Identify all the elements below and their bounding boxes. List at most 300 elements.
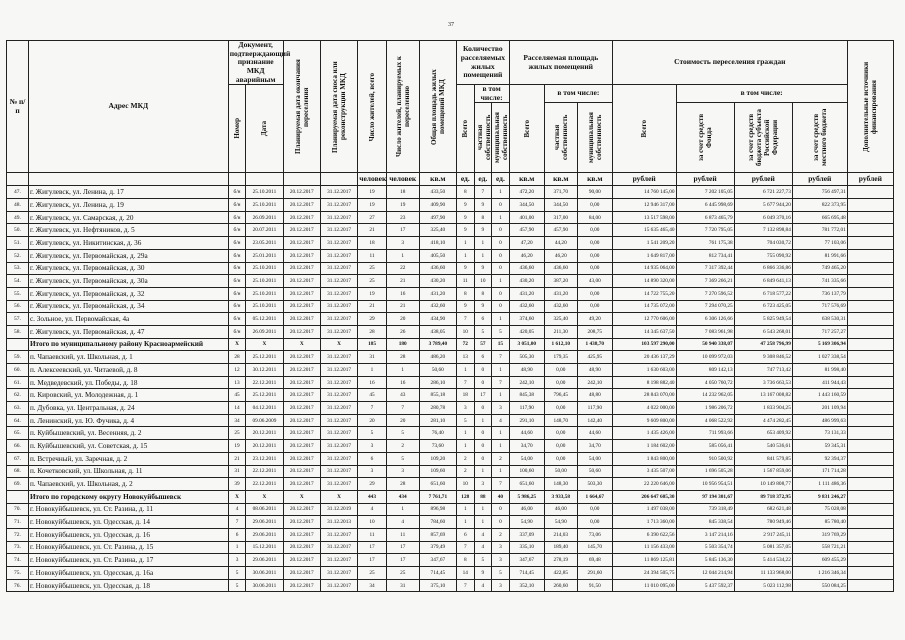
- row-doc-date: 25.10.2011: [246, 199, 283, 212]
- row-cost-fund: 12 044 214,94: [676, 567, 734, 580]
- row-resettle-end: 20.12.2017: [283, 211, 320, 224]
- row-residents-planned: 19: [386, 199, 419, 212]
- row-demolish-date: 31.12.2017: [320, 186, 357, 199]
- row-cost-total: 22 220 646,00: [612, 478, 676, 491]
- header-total-area: Общая площадь жилых помещений МКД: [429, 68, 446, 145]
- row-total-area: 418,10: [419, 237, 456, 250]
- row-doc-number: б/н: [228, 287, 246, 300]
- row-area-municipal: 73,06: [577, 528, 612, 541]
- row-cost-fund: 845 338,54: [676, 516, 734, 529]
- row-cost-local: 171 714,28: [792, 465, 847, 478]
- row-area-private: 260,60: [544, 579, 577, 592]
- row-count-private: 1: [474, 249, 492, 262]
- row-count-total: 9: [457, 211, 475, 224]
- header-doc-date: Дата: [260, 121, 269, 137]
- row-residents-planned: 25: [386, 567, 419, 580]
- row-count-municipal: 3: [492, 579, 510, 592]
- row-residents-total: 1: [358, 364, 387, 377]
- row-residents-total: 21: [358, 300, 387, 313]
- row-area-private: 371,70: [544, 186, 577, 199]
- row-residents-planned: 31: [386, 579, 419, 592]
- row-cost-local: 1 443 160,59: [792, 389, 847, 402]
- row-cost-total: 103 597 290,00: [612, 338, 676, 351]
- row-count-private: 88: [474, 490, 492, 503]
- table-row: [7, 376, 894, 389]
- row-cost-fund: 739 318,49: [676, 503, 734, 516]
- row-count-private: 6: [474, 351, 492, 364]
- row-doc-date: 26.09.2011: [246, 325, 283, 338]
- table-row: [7, 567, 894, 580]
- row-cost-region: 704 030,72: [734, 237, 792, 250]
- row-cost-total: 14 890 320,00: [612, 275, 676, 288]
- row-cost-region: 682 621,48: [734, 503, 792, 516]
- row-cost-local: 1 216 346,34: [792, 567, 847, 580]
- row-cost-fund: 97 194 301,67: [676, 490, 734, 503]
- row-resettle-end: 20.12.2017: [283, 275, 320, 288]
- row-count-private: 8: [474, 211, 492, 224]
- row-cost-fund: 7 202 105,05: [676, 186, 734, 199]
- row-extra: [847, 287, 893, 300]
- row-number: [7, 490, 29, 503]
- row-extra: [847, 199, 893, 212]
- row-extra: [847, 490, 893, 503]
- unit-unit: ед.: [457, 173, 475, 186]
- row-extra: [847, 237, 893, 250]
- row-area-private: 46,00: [544, 503, 577, 516]
- row-doc-date: 20.12.2011: [246, 427, 283, 440]
- row-area-municipal: 291,60: [577, 567, 612, 580]
- row-cost-region: 10 149 808,77: [734, 478, 792, 491]
- row-extra: [847, 364, 893, 377]
- row-demolish-date: 31.12.2017: [320, 351, 357, 364]
- row-doc-date: 22.12.2011: [246, 478, 283, 491]
- row-cost-fund: 910 500,92: [676, 452, 734, 465]
- header-residents-total: Число жителей, всего: [367, 72, 376, 141]
- row-area-total: 374,60: [509, 313, 544, 326]
- row-cost-local: 609 455,29: [792, 554, 847, 567]
- row-count-private: 6: [474, 313, 492, 326]
- row-area-municipal: 0,00: [577, 262, 612, 275]
- row-area-total: 401,00: [509, 211, 544, 224]
- row-cost-total: 12 946 317,00: [612, 199, 676, 212]
- row-number: 64.: [7, 414, 29, 427]
- row-cost-local: 717 576,69: [792, 300, 847, 313]
- row-count-private: 5: [474, 554, 492, 567]
- row-doc-date: 29.06.2011: [246, 554, 283, 567]
- row-demolish-date: 31.12.2017: [320, 414, 357, 427]
- row-residents-planned: 1: [386, 364, 419, 377]
- header-area-total: Всего: [522, 120, 531, 138]
- row-extra: [847, 224, 893, 237]
- row-area-private: 54,90: [544, 516, 577, 529]
- row-cost-fund: 5 503 354,74: [676, 541, 734, 554]
- row-address: г. Жигулевск, ул. Нефтяников, д. 5: [28, 224, 228, 237]
- row-demolish-date: 31.12.2017: [320, 452, 357, 465]
- table-row: [7, 275, 894, 288]
- header-area-group: Расселяемая площадь жилых помещений: [509, 41, 612, 85]
- row-demolish-date: 31.12.2019: [320, 503, 357, 516]
- row-extra: [847, 414, 893, 427]
- header-count-private: частная собственность: [475, 115, 492, 161]
- row-area-private: 50,00: [544, 465, 577, 478]
- row-extra: [847, 541, 893, 554]
- header-planned-resettle-end: Планируемая дата окончания переселения: [293, 59, 310, 155]
- row-count-municipal: 3: [492, 541, 510, 554]
- row-total-area: 431,20: [419, 287, 456, 300]
- row-total-area: 7 761,71: [419, 490, 456, 503]
- row-residents-total: 29: [358, 313, 387, 326]
- row-cost-region: 6 849 641,13: [734, 275, 792, 288]
- row-area-total: 457,90: [509, 224, 544, 237]
- row-doc-date: X: [246, 338, 283, 351]
- row-resettle-end: 20.12.2017: [283, 541, 320, 554]
- row-cost-fund: 809 142,13: [676, 364, 734, 377]
- header-cost-local: за счет средств местного бюджета: [811, 109, 828, 167]
- row-cost-region: 5 081 357,05: [734, 541, 792, 554]
- row-demolish-date: 31.12.2017: [320, 325, 357, 338]
- row-demolish-date: 31.12.2017: [320, 389, 357, 402]
- row-count-municipal: 0: [492, 516, 510, 529]
- row-doc-number: б/н: [228, 237, 246, 250]
- row-doc-number: б/н: [228, 262, 246, 275]
- row-doc-number: 25: [228, 427, 246, 440]
- row-area-total: 420,05: [509, 325, 544, 338]
- row-total-area: 497,90: [419, 211, 456, 224]
- row-cost-fund: 10 956 954,51: [676, 478, 734, 491]
- row-cost-total: 1 843 800,00: [612, 452, 676, 465]
- row-count-total: 9: [457, 262, 475, 275]
- row-count-municipal: 1: [492, 427, 510, 440]
- row-doc-number: 19: [228, 440, 246, 453]
- row-doc-date: 30.06.2011: [246, 579, 283, 592]
- row-count-municipal: 1: [492, 440, 510, 453]
- row-cost-region: 540 536,61: [734, 440, 792, 453]
- row-cost-local: 717 257,27: [792, 325, 847, 338]
- row-area-private: 148,30: [544, 478, 577, 491]
- row-count-municipal: 2: [492, 528, 510, 541]
- row-cost-fund: 812 734,41: [676, 249, 734, 262]
- row-resettle-end: 20.12.2017: [283, 364, 320, 377]
- row-total-area: 857,69: [419, 528, 456, 541]
- row-count-private: 1: [474, 237, 492, 250]
- header-area-incl: в том числе:: [544, 85, 612, 103]
- row-resettle-end: 20.12.2017: [283, 199, 320, 212]
- row-demolish-date: 31.12.2017: [320, 199, 357, 212]
- row-count-municipal: 5: [492, 567, 510, 580]
- row-extra: [847, 440, 893, 453]
- table-row: [7, 579, 894, 592]
- row-demolish-date: 31.12.2017: [320, 554, 357, 567]
- row-extra: [847, 211, 893, 224]
- row-number: 49.: [7, 211, 29, 224]
- row-count-municipal: 2: [492, 452, 510, 465]
- row-area-total: 46,00: [509, 503, 544, 516]
- row-cost-region: 841 579,85: [734, 452, 792, 465]
- row-cost-total: 12 770 606,00: [612, 313, 676, 326]
- table-row: [7, 503, 894, 516]
- row-total-area: 76,40: [419, 427, 456, 440]
- row-doc-number: 31: [228, 465, 246, 478]
- subtotal-row: [7, 338, 894, 351]
- row-resettle-end: 20.12.2017: [283, 325, 320, 338]
- row-doc-number: 6: [228, 528, 246, 541]
- row-area-total: 291,10: [509, 414, 544, 427]
- row-count-municipal: 0: [492, 287, 510, 300]
- row-number: 60.: [7, 364, 29, 377]
- row-residents-total: 45: [358, 389, 387, 402]
- row-count-total: 8: [457, 554, 475, 567]
- row-cost-fund: 7 317 392,44: [676, 262, 734, 275]
- row-area-total: 845,38: [509, 389, 544, 402]
- row-cost-total: 1 630 603,00: [612, 364, 676, 377]
- row-demolish-date: 31.12.2017: [320, 376, 357, 389]
- row-doc-date: 05.12.2011: [246, 313, 283, 326]
- header-cost-fund: за счет средств Фонда: [697, 114, 714, 162]
- row-area-municipal: 0,00: [577, 516, 612, 529]
- row-total-area: 486,20: [419, 351, 456, 364]
- row-total-area: 433,50: [419, 186, 456, 199]
- row-total-area: 347,67: [419, 554, 456, 567]
- row-area-private: 0,00: [544, 452, 577, 465]
- row-demolish-date: 31.12.2017: [320, 262, 357, 275]
- row-cost-region: 3 736 663,53: [734, 376, 792, 389]
- row-cost-fund: 5 845 136,30: [676, 554, 734, 567]
- row-demolish-date: 31.12.2017: [320, 237, 357, 250]
- row-count-private: 9: [474, 262, 492, 275]
- row-residents-total: 29: [358, 478, 387, 491]
- row-cost-fund: 7 294 070,25: [676, 300, 734, 313]
- row-area-total: 344,50: [509, 199, 544, 212]
- row-resettle-end: 20.12.2017: [283, 376, 320, 389]
- row-area-municipal: 117,90: [577, 402, 612, 415]
- row-area-municipal: 145,70: [577, 541, 612, 554]
- row-residents-total: 17: [358, 554, 387, 567]
- row-count-private: 0: [474, 376, 492, 389]
- row-cost-local: 822 373,95: [792, 199, 847, 212]
- unit-unit: ед.: [492, 173, 510, 186]
- row-cost-fund: 1 696 505,28: [676, 465, 734, 478]
- row-demolish-date: 31.12.2017: [320, 440, 357, 453]
- row-extra: [847, 351, 893, 364]
- row-area-total: 47,20: [509, 237, 544, 250]
- row-count-private: 3: [474, 478, 492, 491]
- row-count-private: 0: [474, 427, 492, 440]
- row-count-municipal: 5: [492, 325, 510, 338]
- row-area-municipal: 1 664,67: [577, 490, 612, 503]
- row-count-total: 5: [457, 414, 475, 427]
- row-demolish-date: 31.12.2017: [320, 579, 357, 592]
- row-number: 57.: [7, 313, 29, 326]
- table-row: [7, 541, 894, 554]
- row-total-area: 855,18: [419, 389, 456, 402]
- row-cost-region: 5 414 534,22: [734, 554, 792, 567]
- row-area-private: 0,00: [544, 402, 577, 415]
- row-count-private: 0: [474, 402, 492, 415]
- row-address: г. Жигулевск, ул. Первомайская, д. 47: [28, 325, 228, 338]
- row-area-private: 189,40: [544, 541, 577, 554]
- row-residents-total: 7: [358, 402, 387, 415]
- row-address: г. Жигулевск, ул. Первомайская, д. 30а: [28, 275, 228, 288]
- row-cost-local: 81 991,66: [792, 249, 847, 262]
- row-cost-local: 486 999,63: [792, 414, 847, 427]
- row-resettle-end: 20.12.2017: [283, 579, 320, 592]
- row-count-total: 10: [457, 478, 475, 491]
- row-cost-fund: 4 050 760,72: [676, 376, 734, 389]
- row-demolish-date: 31.12.2017: [320, 300, 357, 313]
- row-address: Итого по муниципальному району Красноармейский: [28, 338, 228, 351]
- row-extra: [847, 554, 893, 567]
- table-row: [7, 452, 894, 465]
- row-doc-date: 15.12.2011: [246, 541, 283, 554]
- row-cost-fund: 7 270 596,52: [676, 287, 734, 300]
- row-address: г. Новокуйбышевск, ул. Ст. Разина, д. 11: [28, 503, 228, 516]
- row-total-area: 281,10: [419, 414, 456, 427]
- table-row: [7, 237, 894, 250]
- row-demolish-date: X: [320, 338, 357, 351]
- row-count-private: 8: [474, 287, 492, 300]
- row-area-municipal: 48,90: [577, 364, 612, 377]
- row-cost-region: 11 133 968,00: [734, 567, 792, 580]
- row-address: п. Куйбышевский, ул. Весенняя, д. 2: [28, 427, 228, 440]
- row-count-total: 8: [457, 186, 475, 199]
- row-area-municipal: 0,00: [577, 249, 612, 262]
- row-extra: [847, 503, 893, 516]
- row-doc-number: б/н: [228, 275, 246, 288]
- row-residents-planned: 11: [386, 528, 419, 541]
- row-address: г. Жигулевск, ул. Ленина, д. 17: [28, 186, 228, 199]
- row-count-private: 5: [474, 325, 492, 338]
- row-count-municipal: 7: [492, 478, 510, 491]
- row-number: 63.: [7, 402, 29, 415]
- table-row: [7, 528, 894, 541]
- row-count-total: 9: [457, 300, 475, 313]
- row-area-private: 1 612,10: [544, 338, 577, 351]
- row-residents-planned: 21: [386, 275, 419, 288]
- row-count-total: 2: [457, 452, 475, 465]
- table-row: [7, 402, 894, 415]
- unit-unit: ед.: [474, 173, 492, 186]
- row-doc-date: 25.01.2011: [246, 249, 283, 262]
- row-count-municipal: 40: [492, 490, 510, 503]
- header-residents-planned: Число жителей, планируемых к переселению: [394, 56, 411, 158]
- row-doc-number: 4: [228, 503, 246, 516]
- row-address: г. Новокуйбышевск, ул. Ст. Разина, д. 15: [28, 541, 228, 554]
- row-area-municipal: 54,00: [577, 452, 612, 465]
- row-count-municipal: 0: [492, 199, 510, 212]
- row-cost-fund: 7 720 795,05: [676, 224, 734, 237]
- row-cost-total: 1 184 602,00: [612, 440, 676, 453]
- row-number: 58.: [7, 325, 29, 338]
- row-count-municipal: 7: [492, 351, 510, 364]
- row-address: п. Дубовка, ул. Центральная, д. 24: [28, 402, 228, 415]
- row-doc-number: б/н: [228, 211, 246, 224]
- row-count-private: 4: [474, 579, 492, 592]
- row-cost-total: 3 435 507,00: [612, 465, 676, 478]
- row-address: г. Новокуйбышевск, ул. Одесская, д. 16а: [28, 567, 228, 580]
- row-residents-planned: 16: [386, 376, 419, 389]
- row-area-municipal: 91,50: [577, 579, 612, 592]
- row-area-municipal: 208,75: [577, 325, 612, 338]
- row-cost-total: 1 541 209,20: [612, 237, 676, 250]
- row-resettle-end: 20.12.2017: [283, 567, 320, 580]
- row-residents-planned: 43: [386, 389, 419, 402]
- row-doc-number: 5: [228, 567, 246, 580]
- row-resettle-end: X: [283, 338, 320, 351]
- row-area-municipal: 0,00: [577, 503, 612, 516]
- row-residents-planned: 17: [386, 554, 419, 567]
- row-cost-total: 14 935 064,00: [612, 262, 676, 275]
- row-cost-region: 780 949,46: [734, 516, 792, 529]
- row-cost-total: 11 156 433,00: [612, 541, 676, 554]
- row-address: г. Жигулевск, ул. Самарская, д. 20: [28, 211, 228, 224]
- row-residents-planned: 28: [386, 478, 419, 491]
- row-total-area: 430,20: [419, 275, 456, 288]
- row-count-total: 1: [457, 237, 475, 250]
- row-doc-number: 13: [228, 376, 246, 389]
- row-cost-local: 201 109,94: [792, 402, 847, 415]
- row-number: 70.: [7, 503, 29, 516]
- row-cost-total: 11 869 125,81: [612, 554, 676, 567]
- row-residents-planned: 17: [386, 224, 419, 237]
- row-resettle-end: 20.12.2017: [283, 516, 320, 529]
- row-cost-local: 756 497,31: [792, 186, 847, 199]
- row-cost-total: 1 435 426,00: [612, 427, 676, 440]
- row-demolish-date: X: [320, 490, 357, 503]
- row-extra: [847, 376, 893, 389]
- row-residents-total: 3: [358, 465, 387, 478]
- row-cost-region: 9 308 846,52: [734, 351, 792, 364]
- row-count-total: 128: [457, 490, 475, 503]
- row-area-private: 431,20: [544, 287, 577, 300]
- row-doc-date: 25.10.2011: [246, 300, 283, 313]
- row-count-total: 1: [457, 427, 475, 440]
- table-row: [7, 427, 894, 440]
- row-cost-local: 1 027 338,54: [792, 351, 847, 364]
- row-residents-planned: 20: [386, 414, 419, 427]
- row-area-total: 432,60: [509, 300, 544, 313]
- row-area-private: 796,45: [544, 389, 577, 402]
- row-total-area: 438,05: [419, 325, 456, 338]
- row-count-private: 17: [474, 389, 492, 402]
- row-resettle-end: 20.12.2017: [283, 427, 320, 440]
- unit-sqm: кв.м: [544, 173, 577, 186]
- row-cost-region: 6 543 268,01: [734, 325, 792, 338]
- row-cost-local: 319 769,29: [792, 528, 847, 541]
- unit-rub: рублей: [734, 173, 792, 186]
- row-area-total: 347,67: [509, 554, 544, 567]
- header-address: Адрес МКД: [28, 41, 228, 173]
- row-cost-region: 747 713,42: [734, 364, 792, 377]
- row-doc-date: 09.06.2009: [246, 414, 283, 427]
- row-doc-number: б/н: [228, 186, 246, 199]
- unit-person: человек: [386, 173, 419, 186]
- row-residents-total: 16: [358, 376, 387, 389]
- row-resettle-end: 20.12.2017: [283, 224, 320, 237]
- unit-sqm: кв.м: [509, 173, 544, 186]
- row-cost-local: 1 111 486,36: [792, 478, 847, 491]
- row-cost-local: 749 465,20: [792, 262, 847, 275]
- row-area-municipal: 90,00: [577, 186, 612, 199]
- header-cost-incl: в том числе:: [676, 85, 847, 103]
- row-cost-local: 92 394,37: [792, 452, 847, 465]
- row-demolish-date: 31.12.2017: [320, 313, 357, 326]
- row-area-municipal: 242,10: [577, 376, 612, 389]
- row-area-municipal: 0,00: [577, 237, 612, 250]
- row-address: Итого по городскому округу Новокуйбышевск: [28, 490, 228, 503]
- row-residents-total: 6: [358, 452, 387, 465]
- row-extra: [847, 516, 893, 529]
- header-cost-total: Всего: [640, 120, 649, 138]
